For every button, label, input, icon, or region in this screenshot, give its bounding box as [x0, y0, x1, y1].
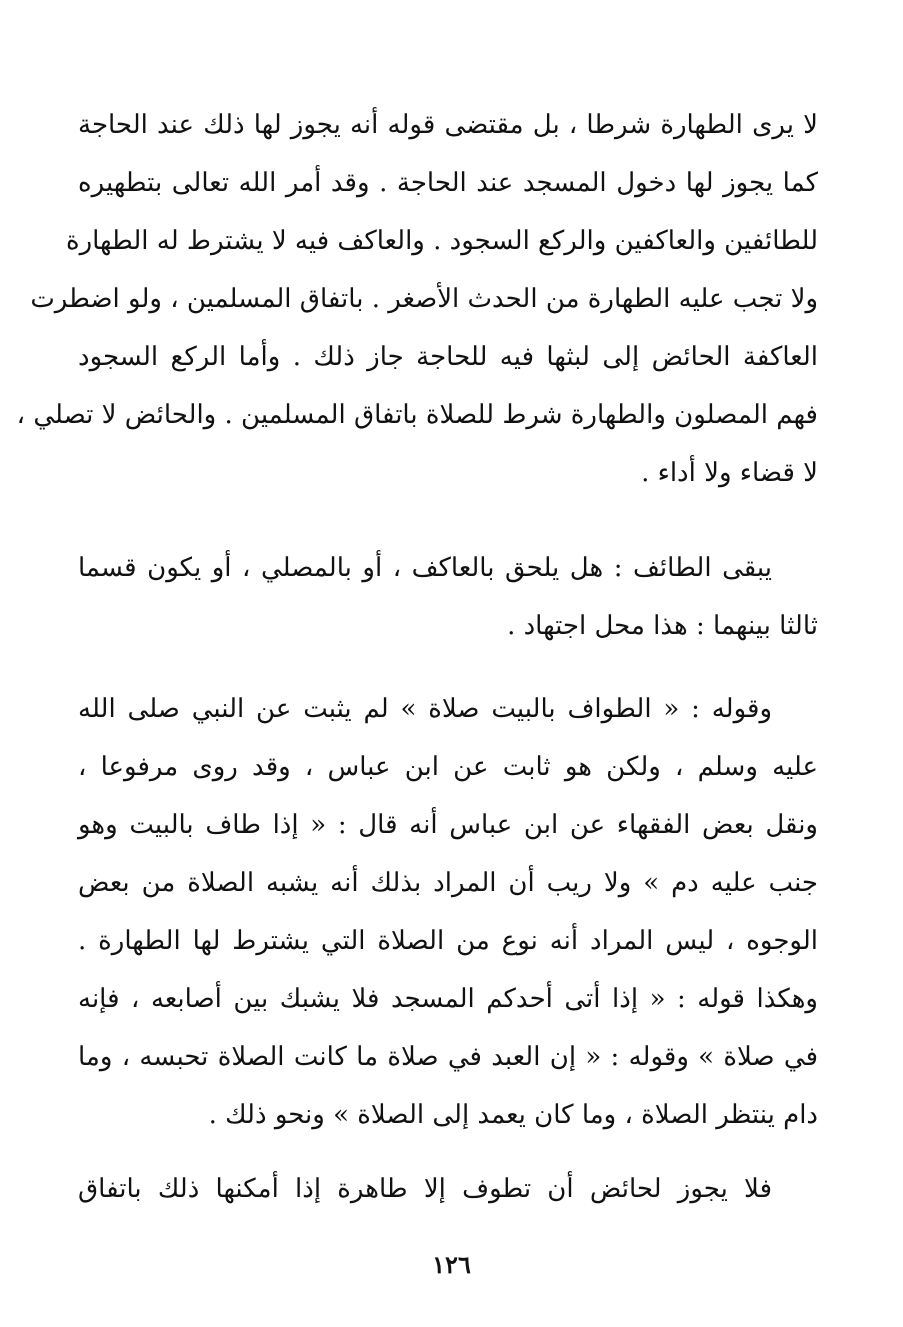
text-line: دام ينتظر الصلاة ، وما كان يعمد إلى الصلاة » ونحو ذلك . — [208, 1100, 818, 1130]
text-line: ثالثا بينهما : هذا محل اجتهاد . — [507, 611, 818, 641]
text-line: ولا تجب عليه الطهارة من الحدث الأصغر . باتفاق المسلمين ، ولو اضطرت — [30, 284, 818, 314]
text-line: العاكفة الحائض إلى لبثها فيه للحاجة جاز ذلك . وأما الركع السجود — [78, 342, 818, 372]
paragraph-3 — [78, 680, 818, 1144]
text-line: فلا يجوز لحائض أن تطوف إلا طاهرة إذا أمكنها ذلك باتفاق — [78, 1174, 772, 1204]
paragraph-1 — [16, 96, 818, 502]
text-line: الوجوه ، ليس المراد أنه نوع من الصلاة التي يشترط لها الطهارة . — [78, 926, 818, 956]
text-line: جنب عليه دم » ولا ريب أن المراد بذلك أنه يشبه الصلاة من بعض — [78, 868, 818, 898]
text-line: فهم المصلون والطهارة شرط للصلاة باتفاق المسلمين . والحائض لا تصلي ، — [16, 400, 818, 430]
text-line: في صلاة » وقوله : « إن العبد في صلاة ما كانت الصلاة تحبسه ، وما — [78, 1042, 818, 1072]
text-line: وقوله : « الطواف بالبيت صلاة » لم يثبت عن النبي صلى الله — [78, 694, 772, 724]
paragraph-4 — [78, 1160, 818, 1218]
text-line: كما يجوز لها دخول المسجد عند الحاجة . وقد أمر الله تعالى بتطهيره — [78, 168, 818, 198]
text-line: ونقل بعض الفقهاء عن ابن عباس أنه قال : « إذا طاف بالبيت وهو — [78, 810, 818, 840]
text-line: يبقى الطائف : هل يلحق بالعاكف ، أو بالمصلي ، أو يكون قسما — [78, 553, 772, 583]
text-line: لا يرى الطهارة شرطا ، بل مقتضى قوله أنه يجوز لها ذلك عند الحاجة — [78, 110, 818, 140]
text-line: عليه وسلم ، ولكن هو ثابت عن ابن عباس ، وقد روى مرفوعا ، — [78, 752, 818, 782]
text-line: للطائفين والعاكفين والركع السجود . والعاكف فيه لا يشترط له الطهارة — [65, 226, 818, 256]
text-line: وهكذا قوله : « إذا أتى أحدكم المسجد فلا يشبك بين أصابعه ، فإنه — [78, 984, 818, 1014]
paragraph-2 — [78, 539, 818, 655]
page-number: ١٢٦ — [432, 1250, 471, 1279]
text-line: لا قضاء ولا أداء . — [641, 458, 818, 488]
